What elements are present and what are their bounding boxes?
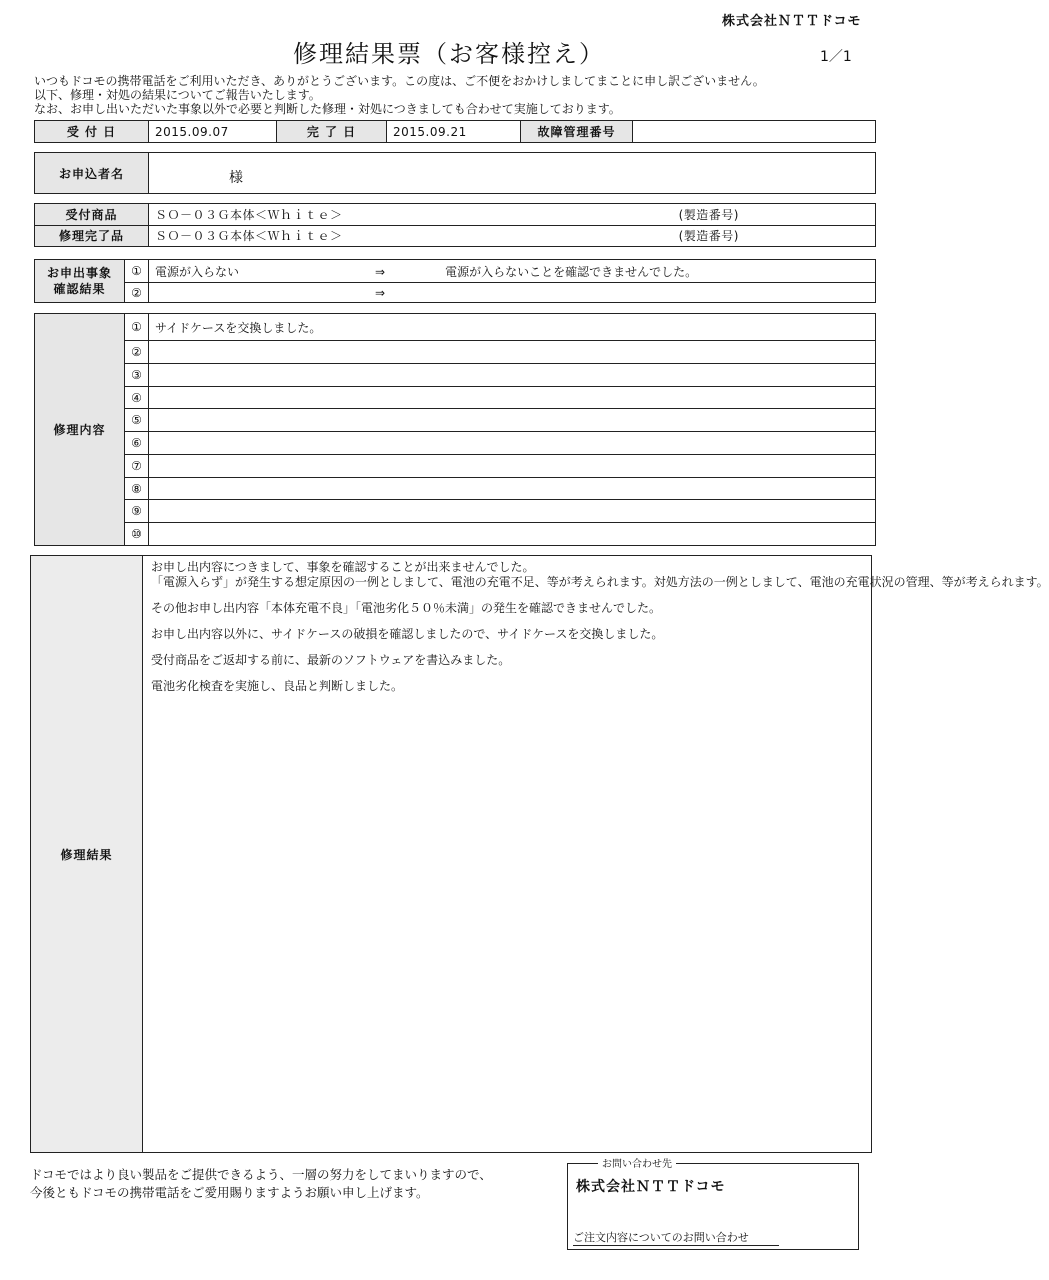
received-product-value: ＳＯ－０３Ｇ本体＜Ｗｈｉｔｅ＞ — [155, 207, 343, 222]
contact-legend: お問い合わせ先 — [598, 1155, 676, 1170]
closing-message-line-1: ドコモではより良い製品をご提供できるよう、一層の努力をしてまいりますので、 — [30, 1167, 492, 1182]
issue-arrow-1: ⇒ — [375, 264, 386, 279]
issue-label-line-2: 確認結果 — [53, 282, 106, 296]
completed-serial-label: (製造番号) — [678, 229, 739, 244]
repair-text-10 — [149, 523, 876, 546]
repair-text-2 — [149, 341, 876, 364]
issue-result-1: 電源が入らないことを確認できませんでした。 — [445, 264, 698, 279]
product-table — [34, 203, 876, 247]
result-paragraph-5: 電池劣化検査を実施し、良品と判断しました。 — [151, 679, 404, 693]
repair-number-8: ⑧ — [125, 477, 149, 500]
result-paragraph-1 — [151, 560, 1049, 590]
issue-arrow-2: ⇒ — [375, 285, 386, 300]
repair-number-9: ⑨ — [125, 500, 149, 523]
contact-inquiry: ご注文内容についてのお問い合わせ — [573, 1229, 779, 1246]
issue-row-2 — [149, 283, 876, 303]
repair-text-4 — [149, 386, 876, 409]
contact-company: 株式会社ＮＴＴドコモ — [576, 1179, 726, 1195]
repair-label: 修理内容 — [35, 314, 125, 546]
issue-row-1 — [149, 260, 876, 283]
closing-message — [30, 1166, 492, 1202]
receipt-table — [34, 120, 876, 143]
completed-date-value: 2015.09.21 — [387, 121, 521, 143]
repair-text-1: サイドケースを交換しました。 — [149, 314, 876, 341]
issue-number-2: ② — [125, 283, 149, 303]
intro-text — [34, 74, 884, 116]
page-number: 1／1 — [820, 49, 852, 65]
closing-message-line-2: 今後ともドコモの携帯電話をご愛用賜りますようお願い申し上げます。 — [30, 1185, 429, 1200]
repair-text-6 — [149, 432, 876, 455]
repair-text-5 — [149, 409, 876, 432]
page-title: 修理結果票（お客様控え） — [293, 40, 605, 68]
result-label: 修理結果 — [31, 556, 143, 1153]
issue-label — [35, 260, 125, 303]
repair-number-6: ⑥ — [125, 432, 149, 455]
fault-number-value — [633, 121, 876, 143]
repair-text-7 — [149, 454, 876, 477]
completed-date-label: 完 了 日 — [277, 121, 387, 143]
repair-number-4: ④ — [125, 386, 149, 409]
intro-line-2: 以下、修理・対処の結果についてご報告いたします。 — [34, 88, 321, 102]
completed-product-label: 修理完了品 — [35, 225, 149, 247]
received-date-label: 受 付 日 — [35, 121, 149, 143]
applicant-table — [34, 152, 876, 194]
issue-table — [34, 259, 876, 303]
issue-text-1: 電源が入らない — [155, 264, 240, 279]
repair-number-5: ⑤ — [125, 409, 149, 432]
repair-number-3: ③ — [125, 364, 149, 387]
applicant-name-cell — [149, 153, 876, 194]
received-serial-label: (製造番号) — [678, 207, 739, 222]
applicant-honorific: 様 — [229, 170, 243, 186]
received-product-cell — [149, 204, 876, 226]
result-paragraph-1-line-2: 「電源入らず」が発生する想定原因の一例としまして、電池の充電不足、等が考えられます。対処方法の一例としまして、電池の充電状況の管理、等が考えられます。 — [151, 575, 1049, 589]
company-name-header: 株式会社ＮＴＴドコモ — [722, 14, 862, 29]
completed-product-cell — [149, 225, 876, 247]
repair-number-2: ② — [125, 341, 149, 364]
repair-text-3 — [149, 364, 876, 387]
repair-number-10: ⑩ — [125, 523, 149, 546]
received-date-value: 2015.09.07 — [149, 121, 277, 143]
intro-line-1: いつもドコモの携帯電話をご利用いただき、ありがとうございます。この度は、ご不便をおかけしましてまことに申し訳ございません。 — [34, 74, 765, 88]
issue-label-line-1: お申出事象 — [46, 266, 112, 280]
issue-number-1: ① — [125, 260, 149, 283]
result-paragraph-2: その他お申し出内容「本体充電不良」「電池劣化５０％未満」の発生を確認できませんでした。 — [151, 601, 662, 615]
result-body — [143, 556, 1049, 1153]
received-product-label: 受付商品 — [35, 204, 149, 226]
repair-table — [34, 313, 876, 546]
result-paragraph-3: お申し出内容以外に、サイドケースの破損を確認しましたので、サイドケースを交換しました。 — [151, 627, 664, 641]
fault-number-label: 故障管理番号 — [521, 121, 633, 143]
result-table — [30, 555, 1049, 1153]
completed-product-value: ＳＯ－０３Ｇ本体＜Ｗｈｉｔｅ＞ — [155, 229, 343, 244]
result-paragraph-1-line-1: お申し出内容につきまして、事象を確認することが出来ませんでした。 — [151, 560, 535, 574]
repair-number-1: ① — [125, 314, 149, 341]
repair-text-8 — [149, 477, 876, 500]
repair-text-9 — [149, 500, 876, 523]
repair-number-7: ⑦ — [125, 454, 149, 477]
applicant-label: お申込者名 — [35, 153, 149, 194]
result-paragraph-4: 受付商品をご返却する前に、最新のソフトウェアを書込みました。 — [151, 653, 511, 667]
intro-line-3: なお、お申し出いただいた事象以外で必要と判断した修理・対処につきましても合わせて実施しております。 — [34, 102, 621, 116]
